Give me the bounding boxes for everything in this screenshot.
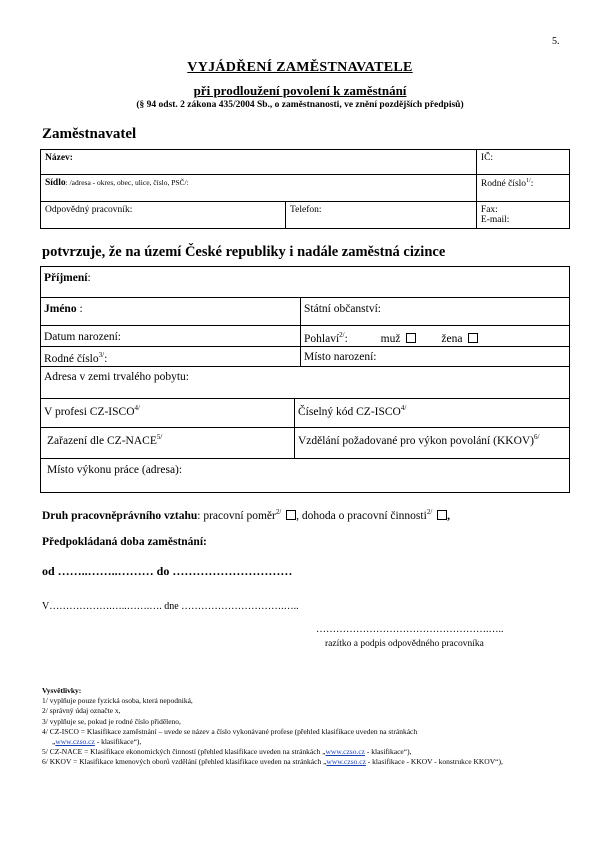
birth-number-field[interactable]: Rodné číslo$^{3/}$: — [44, 351, 108, 365]
address-field[interactable]: Adresa v zemi trvalého pobytu: — [44, 371, 189, 383]
page-title: VYJÁDŘENÍ ZAMĚSTNAVATELE — [187, 60, 413, 75]
employer-ic-field[interactable]: IČ: — [476, 150, 569, 175]
profession-isco-field[interactable]: V profesi $CZ-ISCO^{4/}$ — [44, 404, 140, 418]
phone-field[interactable]: Telefon: — [286, 202, 477, 229]
legal-reference: (§ 94 odst. 2 zákona 435/2004 Sb., o zaměstnanosti, ve znění pozdějších předpisů) — [136, 100, 464, 110]
signature-label: razítko a podpis odpovědného pracovníka — [325, 639, 484, 649]
work-agreement-checkbox[interactable] — [437, 510, 447, 520]
surname-field[interactable]: Příjmení: — [44, 272, 91, 284]
employment-contract-checkbox[interactable] — [286, 510, 296, 520]
confirm-heading: potvrzuje, že na území České republiky i nadále zaměstná cizince — [42, 244, 446, 260]
nace-field[interactable]: Zařazení dle $CZ-NACE^{5/}$ — [47, 433, 163, 447]
sex-field: Pohlaví$^{2/}$: muž žena — [304, 331, 478, 345]
birthplace-field[interactable]: Místo narození: — [304, 351, 377, 363]
czso-link[interactable]: www.czso.cz — [326, 757, 366, 767]
page-number: 5. — [552, 36, 560, 47]
employer-table — [40, 149, 570, 229]
citizenship-field[interactable]: Státní občanství: — [304, 303, 381, 315]
signature-line[interactable]: …………………………………………….….. — [316, 624, 504, 635]
workplace-field[interactable]: Místo výkonu práce (adresa): — [47, 464, 183, 476]
employer-name-field[interactable]: Název: — [41, 150, 477, 175]
employer-birthnumber-field[interactable]: Rodné číslo$^{1/}$: — [476, 175, 569, 202]
place-date-field[interactable]: V……………….…..…….…. dne ………………………….….. — [42, 601, 299, 612]
foreigner-table — [40, 266, 570, 493]
employer-heading: Zaměstnavatel — [42, 126, 137, 142]
male-checkbox[interactable] — [406, 333, 416, 343]
employment-type-row: Druh pracovněprávního vztahu: pracovní poměr$^{2/}$ , dohoda o pracovní činnosti$^{2/}$ , — [42, 508, 451, 522]
date-of-birth-field[interactable]: Datum narození: — [44, 331, 121, 343]
duration-label: Předpokládaná doba zaměstnání: — [42, 536, 207, 548]
period-field[interactable]: od ……..……..……… do ………………………… — [42, 564, 293, 578]
czso-link[interactable]: www.czso.cz — [55, 737, 95, 747]
education-field[interactable]: Vzdělání požadované pro výkon povolání (KKOV)$^{6/}$ — [298, 433, 540, 447]
employer-address-field[interactable]: Sídlo: /adresa - okres, obec, ulice, číslo, PSČ/: — [41, 175, 477, 202]
isco-code-field[interactable]: Číselný kód $CZ-ISCO^{4/}$ — [298, 404, 407, 418]
female-checkbox[interactable] — [468, 333, 478, 343]
responsible-person-field[interactable]: Odpovědný pracovník: — [41, 202, 286, 229]
fax-email-field[interactable]: Fax: E-mail: — [476, 202, 569, 229]
page-subtitle: při prodloužení povolení k zaměstnání — [193, 83, 407, 98]
footnotes: Vysvětlivky: 1/ vyplňuje pouze fyzická osoba, která nepodniká, 2/ správný údaj označte x, 3/ vyplňuje se, pokud je rodné číslo přiděleno, 4/ CZ-ISCO = Klasifikace zaměstnání – uvede se název a číslo vykonávané profese (přehled klasifikace uveden na stránkách „www.czso.cz - klasifikace“), 5/ CZ-NACE = Klasifikace ekonomických činností (přehled klasifikace uveden na stránkách „www.czso.cz - klasifikace“), 6/ KKOV = Klasifikace kmenových oborů vzdělání (přehled klasifikace uveden na stránkách „www.czso.cz - klasifikace - KKOV - konstrukce KKOV“), — [42, 686, 503, 767]
czso-link[interactable]: www.czso.cz — [325, 747, 366, 757]
first-name-field[interactable]: Jméno : — [44, 303, 83, 315]
